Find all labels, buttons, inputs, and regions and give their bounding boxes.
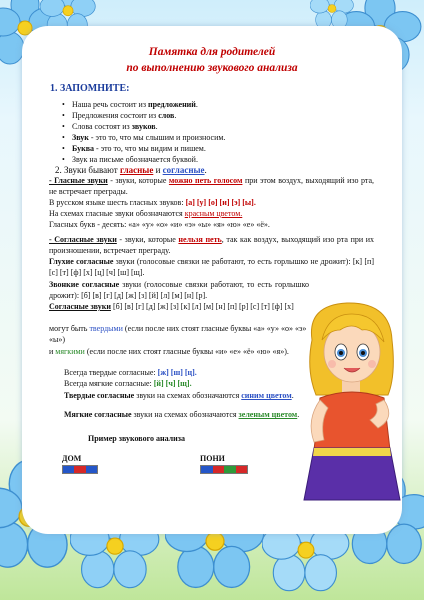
always-hard: Всегда твердые согласные: [ж] [ш] [ц]. bbox=[64, 368, 197, 377]
example-word-poni: ПОНИ bbox=[200, 454, 225, 463]
example-word-dom: ДОМ bbox=[62, 454, 82, 463]
vowels-definition: - Гласные звуки - звуки, которые можно петь голосом при этом воздух, выходящий изо рта, не встречает преграды. bbox=[49, 176, 375, 196]
list-item: • Предложения состоит из слов. bbox=[72, 111, 176, 120]
vowel-sounds: В русском языке шесть гласных звуков: [а] [у] [о] [и] [э] [ы]. bbox=[49, 198, 256, 207]
scheme-cell-hard bbox=[201, 466, 213, 473]
scheme-cell-vowel bbox=[213, 466, 225, 473]
scheme-cell-vowel bbox=[236, 466, 248, 473]
vowel-scheme-color: На схемах гласные звуки обозначаются красным цветом. bbox=[49, 209, 243, 218]
scheme-cell-hard bbox=[86, 466, 97, 473]
scheme-cell-hard bbox=[63, 466, 74, 473]
vowel-letters: Гласных букв - десять: «а» «у» «о» «и» «э» «ы» «я» «ю» «е» «ё». bbox=[49, 220, 270, 229]
hard-consonants-rule: могут быть твердыми (если после них стоят гласные буквы «а» «у» «о» «э» «ы») bbox=[49, 324, 307, 344]
example-heading: Пример звукового анализа bbox=[88, 434, 185, 443]
list-item: • Звук - это то, что мы слышим и произносим. bbox=[72, 133, 225, 142]
sound-scheme-dom bbox=[62, 465, 98, 474]
hard-scheme-color: Твердые согласные звуки на схемах обозначаются синим цветом. bbox=[64, 391, 294, 400]
soft-consonants-rule: и мягкими (если после них стоят гласные буквы «и» «е» «ё» «ю» «я»). bbox=[49, 347, 289, 356]
consonants-definition: - Согласные звуки - звуки, которые нельзя петь, так как воздух, выходящий изо рта при их произношении, встречает преграду. bbox=[49, 235, 375, 255]
scheme-cell-soft bbox=[224, 466, 236, 473]
section1-heading: 1. ЗАПОМНИТЕ: bbox=[50, 83, 130, 94]
paired-consonants: Согласные звуки [б] [в] [г] [д] [ж] [з] [к] [л] [м] [н] [п] [р] [с] [т] [ф] [х] bbox=[49, 302, 294, 311]
list-item: • Буква - это то, что мы видим и пишем. bbox=[72, 144, 206, 153]
voiced-consonants: Звонкие согласные звуки (голосовые связки работают, то есть горлышко дрожит): [б] [в] [г] [д] [ж] [з] [й] [л] [м] [н] [р]. bbox=[49, 280, 309, 300]
list-item: • Слова состоят из звуков. bbox=[72, 122, 158, 131]
section2-intro: 2. Звуки бывают гласные и согласные. bbox=[55, 165, 207, 175]
page-subtitle: по выполнению звукового анализа bbox=[126, 62, 298, 74]
always-soft: Всегда мягкие согласные: [й] [ч] [щ]. bbox=[64, 379, 192, 388]
sound-scheme-poni bbox=[200, 465, 248, 474]
girl-illustration bbox=[292, 300, 412, 510]
deaf-consonants: Глухие согласные звуки (голосовые связки не работают, то есть горлышко не дрожит): [к] [п] [с] [т] [ф] [х] [ц] [ч] [ш] [щ]. bbox=[49, 257, 374, 277]
page-title: Памятка для родителей bbox=[148, 46, 276, 58]
list-item: • Звук на письме обозначается буквой. bbox=[72, 155, 198, 164]
scheme-cell-vowel bbox=[74, 466, 85, 473]
list-item: • Наша речь состоит из предложений. bbox=[72, 100, 198, 109]
soft-scheme-color: Мягкие согласные звуки на схемах обозначаются зеленым цветом. bbox=[64, 410, 300, 419]
